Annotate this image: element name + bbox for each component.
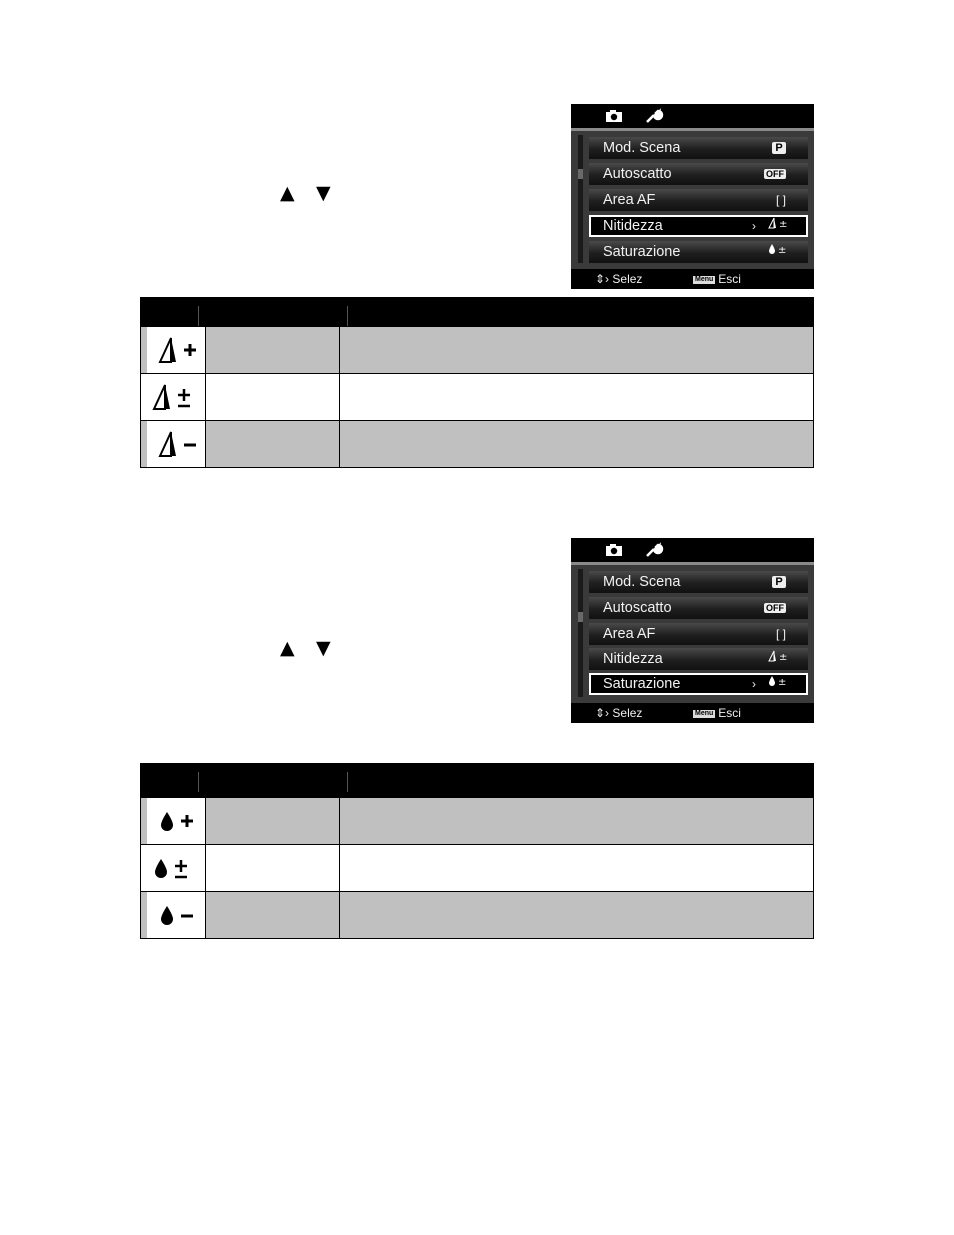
af-area-value: [ ]	[775, 193, 786, 207]
table-row	[141, 844, 813, 891]
up-arrow-icon: ▲	[280, 182, 295, 204]
menu-item-label: Saturazione	[603, 676, 681, 692]
program-mode-icon: P	[772, 142, 786, 154]
svg-text:±: ±	[779, 219, 788, 230]
off-badge: OFF	[766, 603, 784, 614]
setting-description	[340, 327, 813, 373]
setting-description	[340, 798, 813, 844]
setting-description	[340, 845, 813, 891]
select-hint-label: Selez	[612, 272, 643, 286]
wrench-icon[interactable]	[645, 108, 663, 124]
svg-text:±: ±	[778, 677, 787, 688]
menu-item-label: Autoscatto	[603, 166, 672, 182]
off-badge: OFF	[766, 169, 784, 180]
menu-button-icon: Menu	[695, 709, 714, 717]
saturation-low-icon	[141, 892, 206, 938]
sharpness-normal-icon	[768, 648, 786, 670]
setting-name	[206, 421, 340, 467]
table-header	[141, 764, 813, 797]
menu-item-label: Nitidezza	[603, 218, 663, 234]
menu-tab-bar	[571, 104, 814, 128]
table-header	[141, 298, 813, 326]
menu-item-self-timer[interactable]	[589, 163, 808, 185]
menu-footer	[571, 703, 814, 723]
menu-item-saturation[interactable]	[589, 241, 808, 263]
camera-icon[interactable]	[605, 542, 623, 558]
sharpness-normal-icon	[141, 374, 206, 420]
table-row	[141, 420, 813, 467]
setting-name	[206, 892, 340, 938]
menu-item-label: Mod. Scena	[603, 574, 681, 590]
program-mode-icon: P	[772, 576, 786, 588]
camera-menu-sharpness	[571, 104, 814, 289]
menu-item-label: Area AF	[603, 192, 656, 208]
menu-item-saturation[interactable]	[589, 673, 808, 695]
menu-item-af-area[interactable]	[589, 623, 808, 645]
menu-item-self-timer[interactable]	[589, 597, 808, 619]
menu-footer	[571, 269, 814, 289]
menu-item-scene-mode[interactable]	[589, 571, 808, 593]
exit-hint	[693, 269, 741, 289]
setting-name	[206, 374, 340, 420]
svg-text:±: ±	[778, 245, 787, 256]
menu-item-sharpness[interactable]	[589, 648, 808, 670]
chevron-right-icon: ›	[752, 677, 756, 691]
sharpness-normal-icon	[768, 217, 786, 235]
scrollbar[interactable]	[578, 569, 583, 697]
menu-item-scene-mode[interactable]	[589, 137, 808, 159]
table-row	[141, 797, 813, 844]
header-divider	[347, 772, 348, 792]
down-arrow-icon: ▼	[316, 637, 331, 659]
saturation-options-table	[140, 763, 814, 939]
setting-description	[340, 421, 813, 467]
af-area-value: [ ]	[775, 627, 786, 641]
saturation-normal-icon	[768, 675, 786, 693]
setting-name	[206, 798, 340, 844]
sharpness-low-icon	[141, 421, 206, 467]
up-arrow-icon: ▲	[280, 637, 295, 659]
svg-text:±: ±	[779, 652, 788, 663]
table-row	[141, 891, 813, 938]
setting-description	[340, 374, 813, 420]
menu-item-label: Mod. Scena	[603, 140, 681, 156]
menu-item-label: Nitidezza	[603, 651, 663, 667]
wrench-icon[interactable]	[645, 542, 663, 558]
camera-menu-saturation	[571, 538, 814, 723]
setting-description	[340, 892, 813, 938]
chevron-right-icon: ›	[752, 219, 756, 233]
menu-button-icon: Menu	[695, 275, 714, 283]
header-divider	[198, 306, 199, 326]
menu-item-af-area[interactable]	[589, 189, 808, 211]
table-row	[141, 326, 813, 373]
menu-item-label: Saturazione	[603, 244, 681, 260]
exit-hint	[693, 703, 741, 723]
nav-hint: ⇕› Selez	[595, 706, 643, 720]
camera-icon[interactable]	[605, 108, 623, 124]
header-divider	[198, 772, 199, 792]
table-row	[141, 373, 813, 420]
setting-name	[206, 845, 340, 891]
select-hint-label: Selez	[612, 706, 643, 720]
scrollbar[interactable]	[578, 135, 583, 263]
saturation-high-icon	[141, 798, 206, 844]
header-divider	[347, 306, 348, 326]
setting-name	[206, 327, 340, 373]
menu-item-label: Autoscatto	[603, 600, 672, 616]
nav-hint: ⇕› Selez	[595, 272, 643, 286]
exit-hint-label: Esci	[718, 272, 741, 286]
scrollbar-thumb[interactable]	[578, 169, 583, 179]
sharpness-high-icon	[141, 327, 206, 373]
exit-hint-label: Esci	[718, 706, 741, 720]
down-arrow-icon: ▼	[316, 182, 331, 204]
saturation-normal-icon	[141, 845, 206, 891]
sharpness-options-table	[140, 297, 814, 468]
menu-tab-bar	[571, 538, 814, 562]
saturation-normal-icon	[768, 241, 786, 263]
scrollbar-thumb[interactable]	[578, 612, 583, 622]
menu-item-label: Area AF	[603, 626, 656, 642]
menu-item-sharpness[interactable]	[589, 215, 808, 237]
